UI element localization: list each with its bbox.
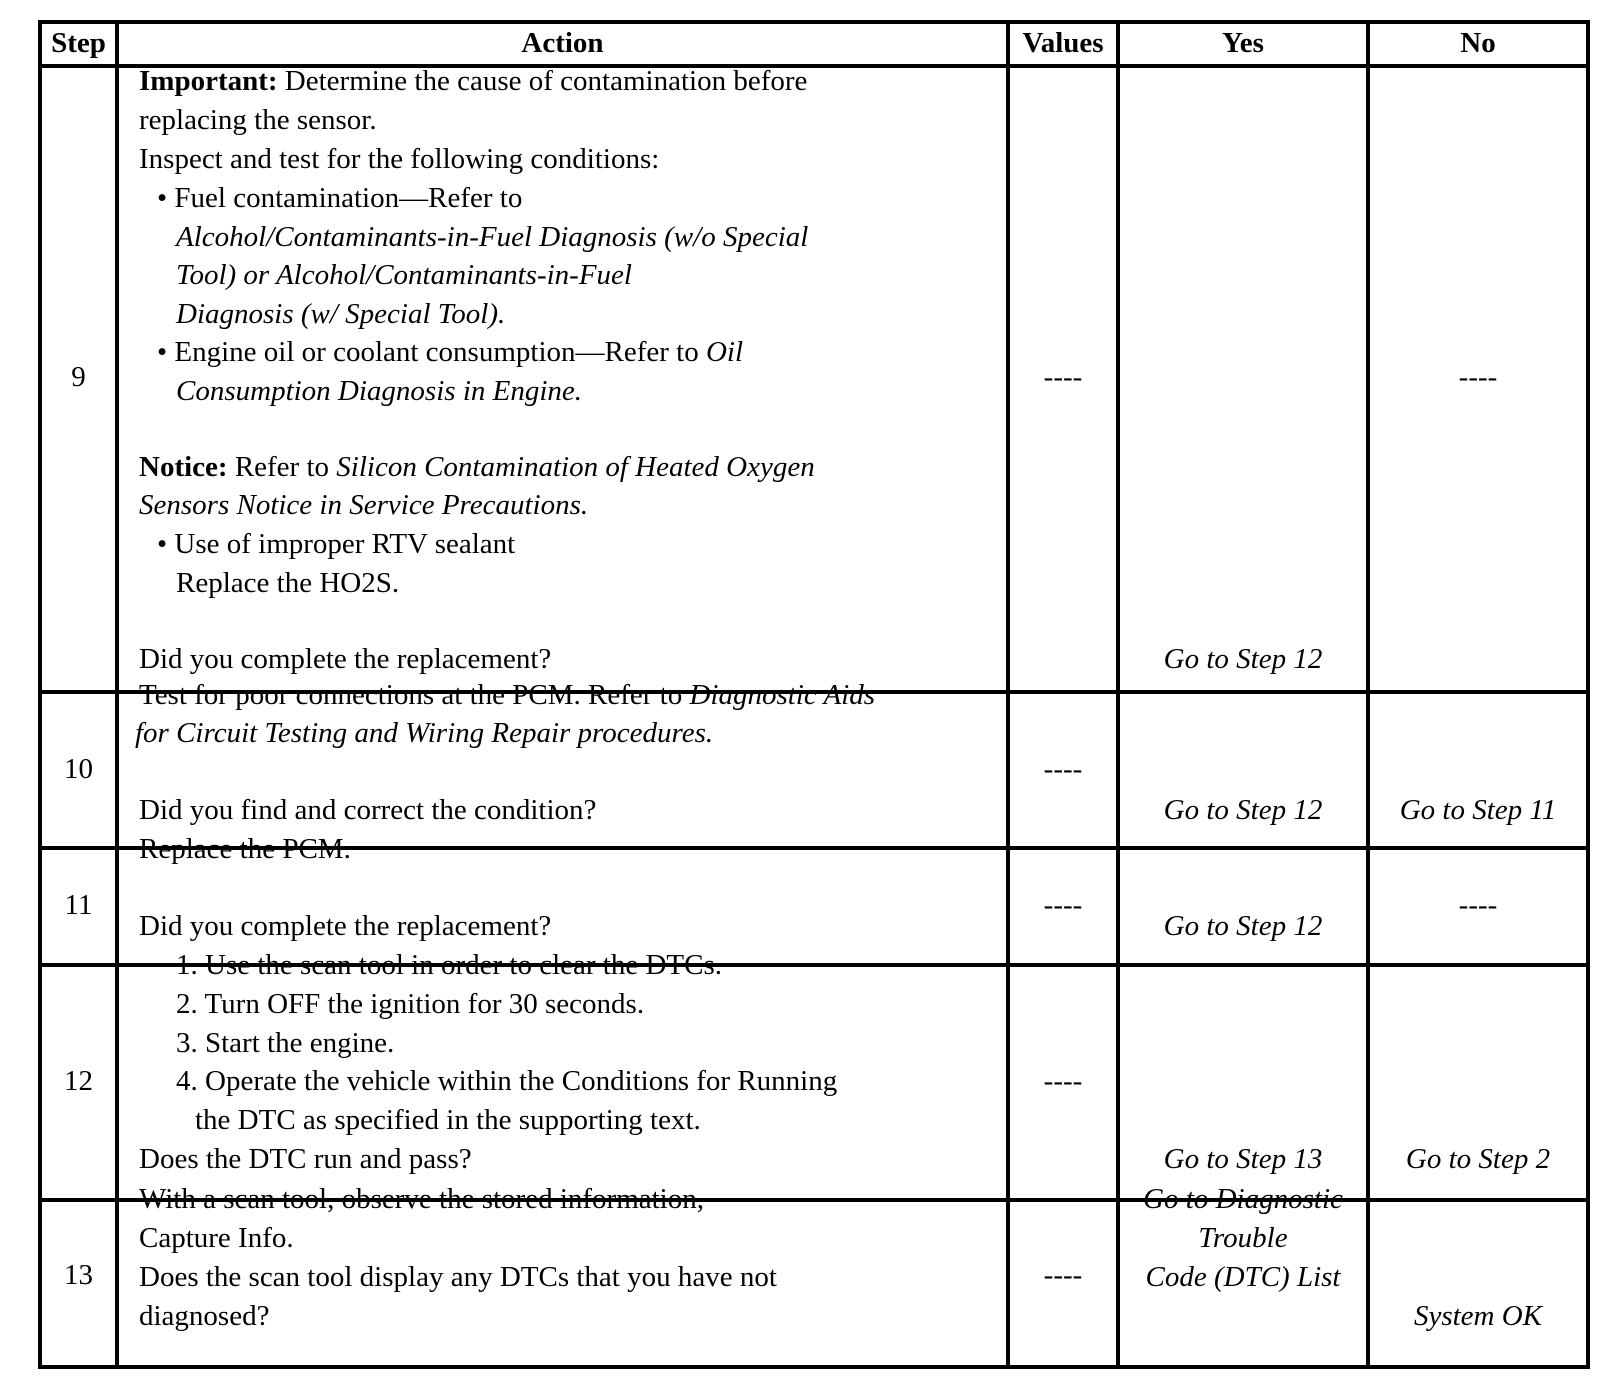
action-line: Test for poor connections at the PCM. Refer to Diagnostic Aids (139, 679, 876, 711)
action-line: Replace the HO2S. (176, 567, 400, 599)
values-cell: ---- (1043, 361, 1083, 393)
yes-cell: Go to Step 12 (1163, 643, 1323, 675)
action-line: Notice: Refer to Silicon Contamination of Heated Oxygen (139, 451, 815, 483)
yes-cell-line: Trouble (1198, 1222, 1288, 1254)
bullet-item: • Engine oil or coolant consumption—Refer to Oil (157, 336, 744, 368)
values-cell: ---- (1043, 889, 1083, 921)
action-line: Consumption Diagnosis in Engine. (176, 375, 583, 407)
step-number: 10 (64, 753, 93, 785)
values-cell: ---- (1043, 1259, 1083, 1291)
action-line: Diagnosis (w/ Special Tool). (176, 298, 506, 330)
action-line: Important: Determine the cause of contamination before (139, 65, 808, 97)
header-values: Values (1022, 27, 1104, 59)
yes-cell: Go to Step 12 (1163, 910, 1323, 942)
header-yes: Yes (1222, 27, 1264, 59)
header-no: No (1460, 27, 1496, 59)
action-line: Sensors Notice in Service Precautions. (139, 489, 589, 521)
bullet-item: • Use of improper RTV sealant (157, 528, 516, 560)
step-number: 9 (71, 361, 86, 393)
no-cell: Go to Step 11 (1399, 794, 1557, 826)
action-line: Inspect and test for the following conditions: (139, 143, 660, 175)
yes-cell-line: Go to Diagnostic (1143, 1183, 1343, 1215)
no-cell: Go to Step 2 (1405, 1143, 1551, 1175)
numbered-item: 1. Use the scan tool in order to clear the DTCs. (176, 949, 723, 981)
action-line: Does the DTC run and pass? (139, 1143, 472, 1175)
no-cell: ---- (1458, 361, 1498, 393)
numbered-item: 3. Start the engine. (176, 1027, 395, 1059)
values-cell: ---- (1043, 1065, 1083, 1097)
yes-cell-line: Code (DTC) List (1145, 1261, 1341, 1293)
action-line: Alcohol/Contaminants-in-Fuel Diagnosis (w/o Special (176, 221, 809, 253)
step-number: 13 (64, 1259, 93, 1291)
yes-cell: Go to Step 13 (1163, 1143, 1323, 1175)
yes-cell: Go to Step 12 (1163, 794, 1323, 826)
action-line: the DTC as specified in the supporting text. (195, 1104, 701, 1136)
action-line: Did you find and correct the condition? (139, 794, 597, 826)
bullet-item: • Fuel contamination—Refer to (157, 182, 523, 214)
no-cell: ---- (1458, 889, 1498, 921)
action-line: for Circuit Testing and Wiring Repair procedures. (135, 717, 714, 749)
action-line: With a scan tool, observe the stored information, (139, 1183, 704, 1215)
bullet-icon: • (157, 528, 168, 560)
step-number: 12 (64, 1065, 93, 1097)
bullet-icon: • (157, 336, 168, 368)
action-line: Does the scan tool display any DTCs that you have not (139, 1261, 777, 1293)
header-step: Step (51, 27, 106, 59)
action-line: Did you complete the replacement? (139, 910, 552, 942)
numbered-item: 2. Turn OFF the ignition for 30 seconds. (176, 988, 645, 1020)
action-line: Replace the PCM. (139, 833, 351, 865)
no-cell: System OK (1413, 1300, 1543, 1332)
step-number: 11 (64, 889, 93, 921)
numbered-item: 4. Operate the vehicle within the Conditions for Running (176, 1065, 838, 1097)
values-cell: ---- (1043, 753, 1083, 785)
bullet-icon: • (157, 182, 168, 214)
action-line: Capture Info. (139, 1222, 294, 1254)
action-line: Tool) or Alcohol/Contaminants-in-Fuel (176, 259, 632, 291)
action-line: replacing the sensor. (139, 104, 377, 136)
action-line: Did you complete the replacement? (139, 643, 552, 675)
action-line: diagnosed? (139, 1300, 270, 1332)
header-action: Action (521, 27, 604, 59)
